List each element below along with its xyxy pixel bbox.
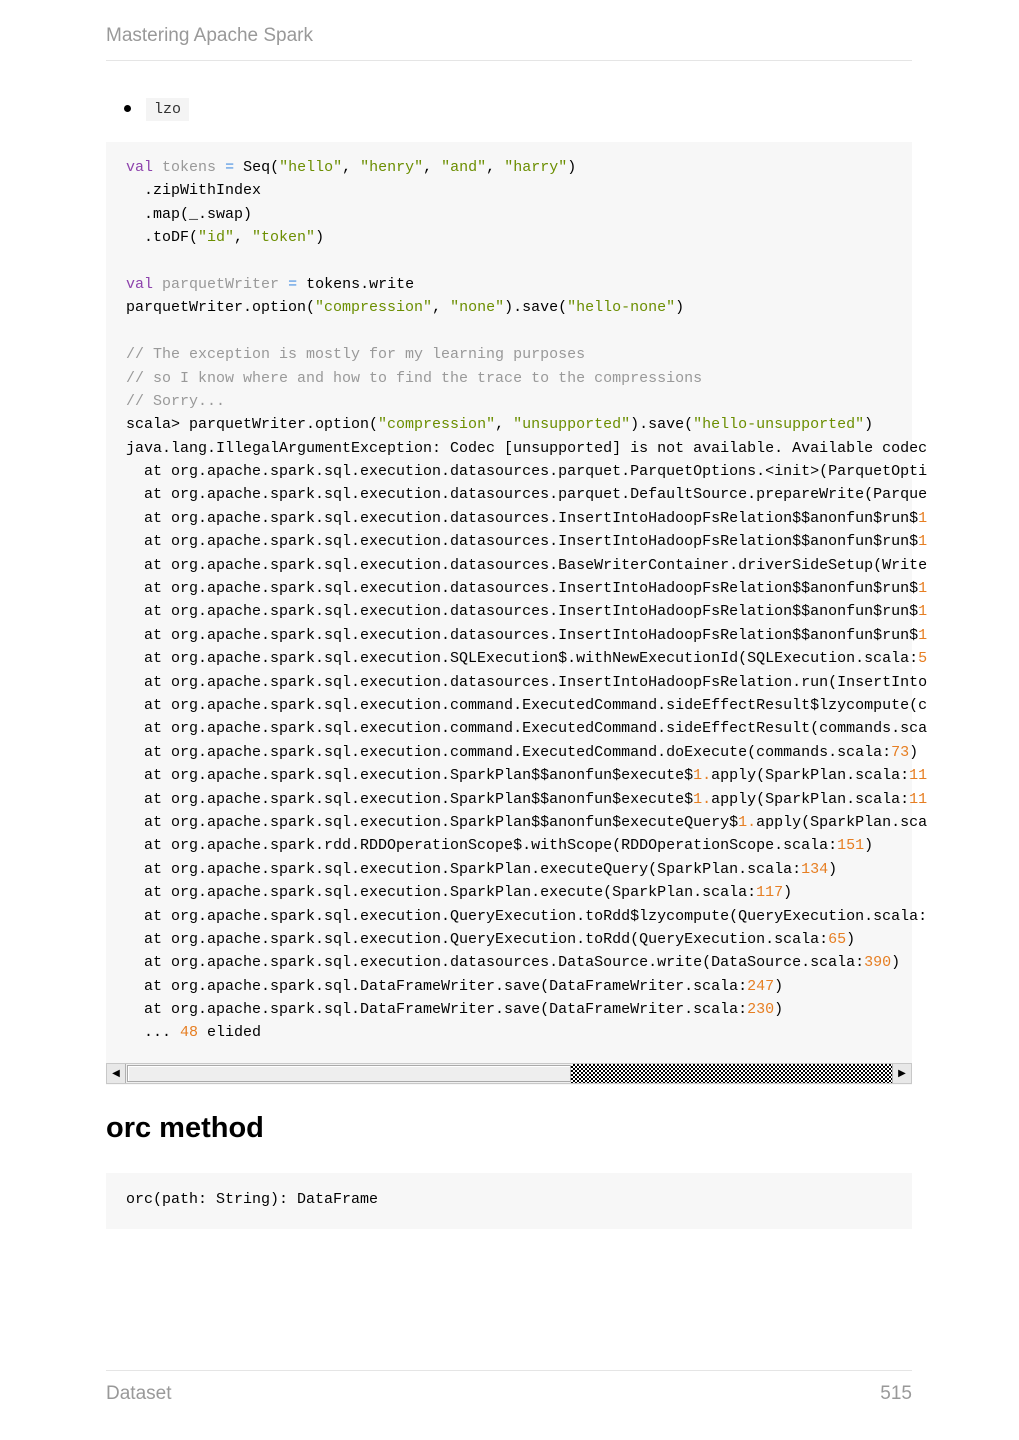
code-token: 48 [180, 1024, 199, 1042]
code-line [126, 788, 928, 811]
code-token: val [126, 159, 154, 176]
code-line: orc(path: String): DataFrame [126, 1191, 379, 1208]
code-token: at org.apache.spark.sql.execution.datasources.InsertIntoHadoopFsRelation.run(InsertInto [126, 673, 928, 691]
code-token: 134 [801, 860, 829, 878]
code-token: // Sorry... [126, 392, 226, 410]
code-token: tokens [162, 159, 217, 176]
code-token: "hello" [279, 159, 343, 176]
code-token: "henry" [360, 159, 424, 176]
section-heading-orc-method: orc method [106, 1112, 264, 1144]
code-token: ) [774, 977, 784, 995]
code-token: Seq( [234, 159, 280, 176]
code-token: , [486, 159, 505, 176]
code-token: 1 [918, 533, 928, 551]
footer-divider [106, 1370, 912, 1371]
code-token: "none" [450, 299, 505, 317]
compression-codec-list [106, 98, 189, 126]
code-line [126, 858, 912, 881]
code-token: val [126, 275, 154, 293]
code-token: .map(_.swap) [126, 205, 253, 223]
code-token: java.lang.IllegalArgumentException: Codec [unsupported] is not available. Available codec [126, 439, 928, 457]
code-token: at org.apache.spark.sql.execution.datasources.InsertIntoHadoopFsRelation$$anonfun$run$ [126, 603, 919, 621]
code-line [126, 975, 912, 998]
code-token: ).save( [630, 416, 694, 434]
code-token: ) [675, 299, 685, 317]
code-token: at org.apache.spark.sql.execution.QueryExecution.toRdd(QueryExecution.scala: [126, 930, 829, 948]
code-token: at org.apache.spark.sql.execution.SparkPlan.execute(SparkPlan.scala: [126, 884, 757, 902]
code-line [126, 741, 919, 764]
scroll-right-arrow-icon[interactable]: ▶ [892, 1064, 911, 1083]
code-line [126, 928, 912, 951]
code-token: at org.apache.spark.sql.execution.datasources.parquet.DefaultSource.prepareWrite(Parque [126, 486, 928, 504]
code-line [126, 507, 928, 530]
code-token: 1 [918, 626, 928, 644]
horizontal-scrollbar[interactable] [106, 1063, 912, 1084]
code-line [126, 460, 928, 483]
code-token: ) [864, 416, 874, 434]
code-line [126, 811, 928, 834]
code-token: ) [909, 743, 919, 761]
code-line [126, 483, 928, 506]
code-token: ) [783, 884, 793, 902]
code-token: apply(SparkPlan.scala: [711, 767, 910, 785]
code-token: at org.apache.spark.sql.DataFrameWriter.save(DataFrameWriter.scala: [126, 1001, 748, 1019]
code-token: "compression" [315, 299, 433, 317]
code-token: at org.apache.spark.sql.DataFrameWriter.save(DataFrameWriter.scala: [126, 977, 748, 995]
code-token: 1 [918, 603, 928, 621]
code-token: 1. [693, 767, 712, 785]
running-header-title: Mastering Apache Spark [106, 25, 314, 46]
scrollbar-thumb[interactable] [127, 1065, 571, 1082]
code-token [153, 276, 162, 293]
code-token: 390 [864, 954, 892, 972]
code-token: , [432, 299, 451, 317]
code-line [126, 624, 928, 647]
code-token: = [288, 275, 298, 293]
code-token: 230 [747, 1001, 775, 1019]
code-line [126, 694, 928, 717]
code-token: 1 [918, 580, 928, 598]
code-token: 65 [828, 930, 847, 948]
code-token: at org.apache.spark.sql.execution.datasources.DataSource.write(DataSource.scala: [126, 954, 865, 972]
code-line [126, 250, 912, 273]
code-line [126, 367, 912, 390]
code-token: scala> parquetWriter.option( [126, 416, 379, 434]
code-line [126, 226, 912, 249]
code-token: at org.apache.spark.sql.execution.command.ExecutedCommand.sideEffectResult$lzycompute(c [126, 696, 928, 714]
code-token: , [495, 416, 514, 434]
code-token: ) [774, 1001, 784, 1019]
code-token: ) [891, 954, 901, 972]
code-token: ) [567, 159, 577, 176]
footer-chapter-title: Dataset [106, 1383, 172, 1404]
code-line [126, 998, 912, 1021]
code-line [126, 179, 912, 202]
code-token: at org.apache.spark.sql.execution.command.ExecutedCommand.doExecute(commands.scala: [126, 743, 892, 761]
code-token: // so I know where and how to find the trace to the compressions [126, 369, 703, 387]
code-line [126, 320, 912, 343]
code-token: "unsupported" [513, 416, 631, 434]
code-token [216, 159, 225, 176]
code-token: 151 [837, 837, 865, 855]
code-token: at org.apache.spark.sql.execution.datasources.BaseWriterContainer.driverSideSetup(Write [126, 556, 928, 574]
code-token: 11 [909, 767, 928, 785]
list-item [106, 98, 189, 126]
code-token: 73 [891, 743, 910, 761]
code-token: parquetWriter.option( [126, 299, 316, 317]
code-token: ) [315, 229, 325, 247]
code-token: at org.apache.spark.sql.execution.command.ExecutedCommand.sideEffectResult(commands.sca [126, 720, 928, 738]
code-line [126, 834, 912, 857]
code-token: "harry" [504, 159, 568, 176]
code-content [126, 156, 928, 1045]
code-token: at org.apache.spark.sql.execution.SparkPlan$$anonfun$execute$ [126, 767, 694, 785]
code-line [126, 296, 912, 319]
code-token: at org.apache.spark.sql.execution.datasources.InsertIntoHadoopFsRelation$$anonfun$run$ [126, 509, 919, 527]
code-token: , [342, 159, 361, 176]
code-token: 11 [909, 790, 928, 808]
code-token: 5 [918, 650, 928, 668]
code-token: "token" [252, 229, 316, 247]
code-token: parquetWriter [162, 275, 280, 293]
bullet-icon [124, 105, 131, 112]
code-token: , [234, 229, 253, 247]
code-line [126, 390, 912, 413]
code-token: at org.apache.spark.sql.execution.SparkPlan$$anonfun$execute$ [126, 790, 694, 808]
code-token: ) [828, 860, 838, 878]
code-token: // The exception is mostly for my learning purposes [126, 346, 586, 364]
code-token: 247 [747, 977, 775, 995]
code-token: elided [198, 1024, 262, 1042]
code-token: apply(SparkPlan.sca [756, 813, 928, 831]
code-line [126, 413, 912, 436]
code-line [126, 764, 928, 787]
code-line [126, 671, 928, 694]
code-token: 117 [756, 884, 784, 902]
code-token: at org.apache.spark.sql.execution.SparkPlan.executeQuery(SparkPlan.scala: [126, 860, 802, 878]
code-token [153, 159, 162, 176]
code-line [126, 554, 928, 577]
code-token: "id" [198, 229, 235, 247]
code-token: "hello-none" [567, 299, 676, 317]
code-token: ) [864, 837, 874, 855]
code-token: 1 [918, 509, 928, 527]
code-token: at org.apache.spark.sql.execution.QueryExecution.toRdd$lzycompute(QueryExecution.scala: [126, 907, 928, 925]
header-divider [106, 60, 912, 61]
code-line [126, 600, 928, 623]
code-token: at org.apache.spark.rdd.RDDOperationScope$.withScope(RDDOperationScope.scala: [126, 837, 838, 855]
code-token: .toDF( [126, 229, 199, 247]
code-token: ).save( [504, 299, 568, 317]
code-token: .zipWithIndex [126, 182, 262, 200]
code-line [126, 881, 912, 904]
code-block-orc-signature [106, 1173, 912, 1229]
code-line [126, 1021, 912, 1044]
code-token: , [423, 159, 442, 176]
code-line [126, 647, 928, 670]
code-token: at org.apache.spark.sql.execution.SparkPlan$$anonfun$executeQuery$ [126, 813, 739, 831]
footer-page-number: 515 [880, 1383, 912, 1404]
inline-code-codec: lzo [146, 98, 189, 121]
code-token: at org.apache.spark.sql.execution.SQLExecution$.withNewExecutionId(SQLExecution.scala: [126, 650, 919, 668]
code-token: tokens.write [297, 275, 415, 293]
code-line [126, 951, 912, 974]
code-line [126, 717, 928, 740]
code-token: 1. [738, 813, 757, 831]
code-token: ... [126, 1024, 181, 1042]
code-line [126, 343, 912, 366]
code-token: at org.apache.spark.sql.execution.datasources.InsertIntoHadoopFsRelation$$anonfun$run$ [126, 533, 919, 551]
code-line [126, 437, 928, 460]
code-token: "compression" [378, 416, 496, 434]
code-token: "hello-unsupported" [693, 416, 865, 434]
scrollbar-track[interactable] [571, 1064, 892, 1083]
code-line [126, 156, 912, 179]
scroll-left-arrow-icon[interactable]: ◀ [107, 1064, 126, 1083]
code-token: = [225, 159, 235, 176]
code-token: ) [846, 930, 856, 948]
code-token: "and" [441, 159, 487, 176]
code-line [126, 203, 912, 226]
code-line [126, 530, 928, 553]
code-token: at org.apache.spark.sql.execution.datasources.parquet.ParquetOptions.<init>(ParquetOpti [126, 463, 928, 481]
code-line [126, 273, 912, 296]
code-block-parquet-compression[interactable] [106, 142, 928, 1085]
code-token: at org.apache.spark.sql.execution.datasources.InsertIntoHadoopFsRelation$$anonfun$run$ [126, 580, 919, 598]
code-line [126, 905, 928, 928]
code-line [126, 577, 928, 600]
code-token: at org.apache.spark.sql.execution.datasources.InsertIntoHadoopFsRelation$$anonfun$run$ [126, 626, 919, 644]
code-token: 1. [693, 790, 712, 808]
code-token [279, 276, 288, 293]
code-token: apply(SparkPlan.scala: [711, 790, 910, 808]
